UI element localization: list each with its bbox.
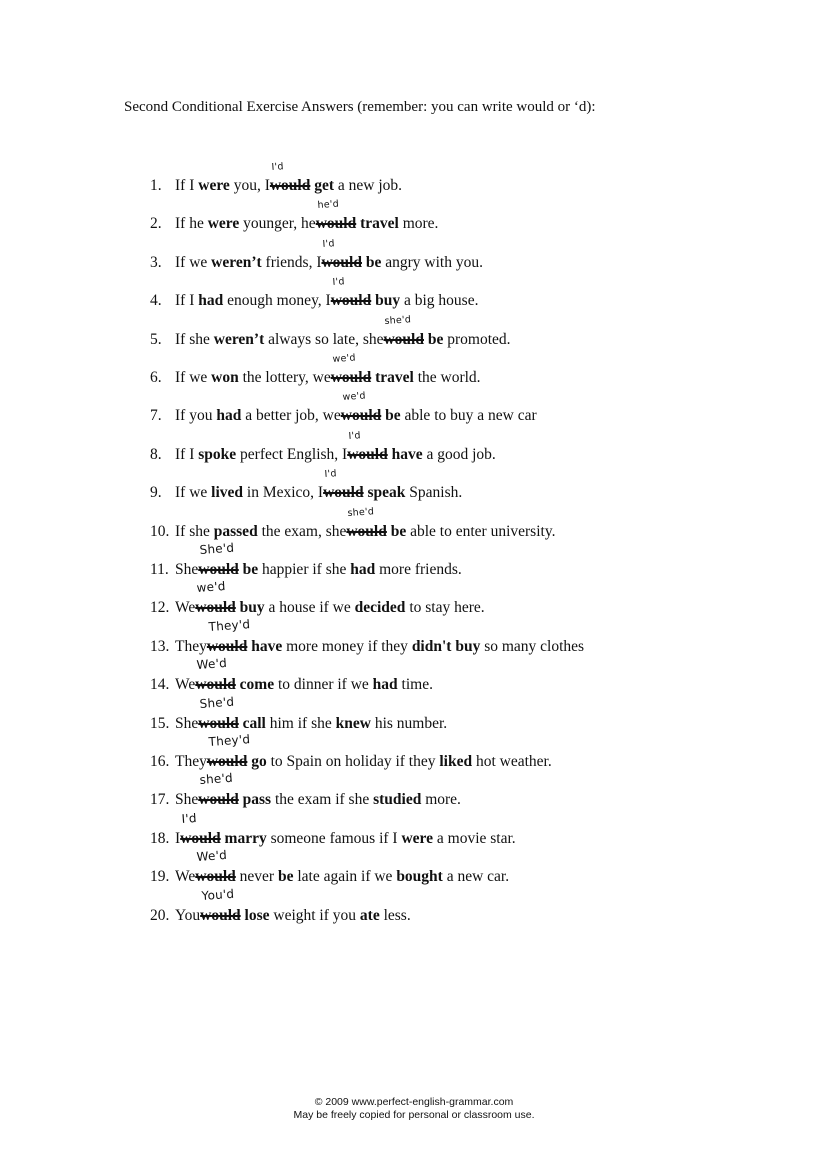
bold-verb: weren’t: [211, 253, 262, 271]
struck-word: would: [195, 676, 236, 694]
sentence-text: a better job, we: [241, 407, 341, 425]
handwritten-contraction: she'd: [199, 771, 234, 788]
answer-item: [150, 505, 556, 542]
bold-verb: speak: [363, 484, 406, 502]
answer-item: [150, 656, 433, 695]
answer-number: 9.: [150, 484, 162, 502]
bold-verb: get: [310, 177, 335, 194]
bold-verb: travel: [356, 215, 399, 233]
answer-number: 18.: [150, 829, 170, 847]
sentence-text: They: [175, 637, 207, 655]
struck-word: would: [198, 791, 239, 809]
sentence-text: If I: [175, 292, 199, 310]
sentence-text: a good job.: [422, 445, 496, 463]
answer-item: [150, 694, 448, 734]
sentence-text: You: [175, 906, 201, 924]
handwritten-contraction: We'd: [196, 848, 228, 865]
handwritten-contraction: we'd: [196, 579, 227, 596]
answer-number: 20.: [150, 906, 170, 924]
struck-word: would: [195, 868, 236, 886]
bold-verb: had: [372, 676, 398, 694]
sentence-text: him if she: [265, 714, 336, 732]
struck-would: [195, 579, 236, 618]
answer-number: 1.: [150, 177, 162, 194]
sentence-text: If she: [175, 522, 214, 540]
bold-verb: didn't buy: [411, 637, 481, 655]
answer-item: [150, 771, 461, 810]
sentence-text: If we: [175, 369, 212, 386]
answer-item: [150, 732, 552, 772]
struck-would: [195, 848, 236, 887]
bold-verb: be: [238, 561, 259, 578]
struck-word: would: [206, 753, 248, 770]
struck-would: [269, 161, 311, 196]
sentence-text: the world.: [413, 369, 481, 386]
handwritten-contraction: She'd: [199, 694, 235, 711]
sentence-text: promoted.: [443, 330, 511, 348]
bold-verb: ate: [359, 906, 380, 924]
handwritten-contraction: I'd: [331, 276, 345, 289]
bold-verb: go: [247, 753, 267, 770]
sentence-text: less.: [379, 906, 411, 924]
bold-verb: liked: [439, 753, 473, 770]
answer-item: [150, 886, 411, 926]
struck-would: [180, 810, 221, 849]
sentence-text: able to enter university.: [406, 522, 556, 540]
handwritten-contraction: she'd: [384, 313, 412, 327]
bold-verb: have: [247, 637, 283, 655]
sentence-text: a house if we: [264, 599, 355, 617]
sentence-text: you, I: [229, 177, 270, 194]
bold-verb: were: [401, 829, 434, 847]
answer-item: [150, 579, 485, 618]
sentence-text: to stay here.: [405, 599, 485, 617]
sentence-text: I: [175, 829, 181, 847]
bold-verb: buy: [371, 292, 401, 310]
sentence-text: If she: [175, 330, 214, 348]
struck-word: would: [323, 484, 364, 502]
answer-number: 10.: [150, 522, 170, 540]
sentence-text: a big house.: [400, 292, 479, 310]
sentence-text: weight if you: [269, 906, 360, 924]
sentence-text: able to buy a new car: [400, 407, 537, 425]
struck-would: [330, 352, 372, 388]
bold-verb: be: [381, 407, 401, 425]
bold-verb: be: [277, 868, 294, 886]
sentence-text: If I: [175, 445, 199, 463]
bold-verb: passed: [213, 522, 258, 540]
bold-verb: studied: [373, 791, 422, 809]
bold-verb: were: [207, 215, 240, 233]
sentence-text: angry with you.: [381, 253, 483, 271]
answer-number: 11.: [150, 561, 169, 578]
sentence-text: a new car.: [442, 868, 510, 886]
answer-number: 5.: [150, 330, 162, 348]
footer-copyright: © 2009 www.perfect-english-grammar.com: [314, 1096, 514, 1108]
answer-number: 6.: [150, 369, 162, 386]
answer-item: [150, 237, 483, 273]
handwritten-contraction: I'd: [322, 237, 336, 250]
sentence-text: enough money, I: [223, 292, 331, 310]
bold-verb: lose: [240, 906, 270, 924]
sentence-text: If we: [175, 253, 212, 271]
sentence-text: If we: [175, 484, 212, 502]
answer-item: [150, 848, 510, 887]
struck-word: would: [315, 215, 357, 233]
answer-item: [150, 352, 481, 388]
answer-item: [150, 390, 537, 426]
answer-item: [150, 810, 516, 849]
answer-number: 2.: [150, 215, 162, 233]
sentence-text: always so late, she: [264, 330, 384, 348]
bold-verb: decided: [354, 599, 406, 617]
struck-word: would: [198, 714, 239, 732]
bold-verb: come: [235, 676, 275, 694]
sentence-text: We: [175, 599, 196, 617]
struck-word: would: [330, 369, 372, 386]
bold-verb: be: [361, 253, 382, 271]
handwritten-contraction: we'd: [331, 352, 356, 365]
struck-word: would: [383, 330, 424, 348]
sentence-text: time.: [397, 676, 433, 694]
handwritten-contraction: he'd: [316, 198, 339, 212]
struck-word: would: [330, 292, 372, 310]
answer-number: 8.: [150, 445, 162, 463]
sentence-text: to dinner if we: [274, 676, 373, 694]
struck-word: would: [340, 407, 382, 425]
handwritten-contraction: I'd: [348, 429, 362, 442]
sentence-text: She: [175, 714, 199, 732]
sentence-text: Spanish.: [405, 484, 463, 502]
answer-item: [150, 616, 585, 657]
handwritten-contraction: They'd: [208, 732, 251, 749]
bold-verb: weren’t: [213, 330, 265, 348]
bold-verb: bought: [396, 868, 443, 886]
sentence-text: more money if they: [282, 637, 412, 655]
struck-would: [321, 237, 362, 273]
sentence-text: We: [175, 676, 196, 694]
bold-verb: were: [198, 177, 230, 194]
sentence-text: more friends.: [375, 561, 462, 578]
sentence-text: If you: [175, 407, 217, 425]
sentence-text: never: [235, 868, 278, 886]
struck-word: would: [200, 906, 241, 924]
answer-item: [150, 429, 496, 465]
sentence-text: a new job.: [334, 177, 403, 194]
sentence-text: late again if we: [293, 868, 397, 886]
struck-would: [206, 732, 251, 772]
answer-item: [150, 276, 479, 311]
bold-verb: spoke: [198, 445, 237, 463]
struck-would: [330, 276, 372, 311]
struck-would: [198, 771, 239, 810]
answer-item: [150, 198, 439, 234]
struck-would: [323, 468, 364, 503]
bold-verb: travel: [371, 369, 414, 386]
struck-word: would: [206, 637, 248, 655]
sentence-text: so many clothes: [480, 637, 585, 655]
struck-would: [383, 313, 424, 350]
bold-verb: buy: [235, 599, 265, 617]
bold-verb: pass: [238, 791, 272, 809]
answer-number: 13.: [150, 637, 170, 655]
sentence-text: hot weather.: [472, 753, 552, 770]
struck-word: would: [347, 445, 388, 463]
bold-verb: be: [386, 522, 407, 540]
bold-verb: be: [423, 330, 444, 348]
sentence-text: the exam, she: [257, 522, 347, 540]
answer-number: 19.: [150, 868, 170, 886]
struck-word: would: [195, 599, 236, 617]
struck-would: [206, 616, 251, 657]
sentence-text: They: [175, 753, 207, 770]
handwritten-contraction: I'd: [324, 468, 338, 481]
sentence-text: friends, I: [261, 253, 322, 271]
sentence-text: a movie star.: [433, 829, 516, 847]
answer-item: [150, 540, 462, 580]
bold-verb: won: [211, 369, 239, 386]
sentence-text: younger, he: [239, 215, 316, 233]
struck-word: would: [269, 177, 311, 194]
struck-word: would: [180, 829, 221, 847]
bold-verb: marry: [220, 829, 267, 847]
answer-number: 16.: [150, 753, 170, 770]
handwritten-contraction: we'd: [341, 390, 366, 404]
answer-item: [150, 161, 403, 196]
handwritten-contraction: She'd: [199, 540, 235, 557]
struck-would: [195, 656, 236, 695]
answer-number: 15.: [150, 714, 170, 732]
struck-word: would: [321, 253, 362, 271]
sentence-text: more.: [398, 215, 439, 233]
sentence-text: someone famous if I: [266, 829, 402, 847]
struck-would: [340, 390, 382, 426]
footer-license: May be freely copied for personal or classroom use.: [293, 1109, 535, 1121]
struck-word: would: [198, 561, 239, 578]
sentence-text: in Mexico, I: [243, 484, 324, 502]
answer-item: [150, 468, 463, 503]
sentence-text: She: [175, 561, 199, 578]
page-title: Second Conditional Exercise Answers (remember: you can write would or ‘d):: [124, 99, 596, 115]
struck-would: [315, 198, 357, 234]
handwritten-contraction: she'd: [347, 505, 375, 519]
sentence-text: If I: [175, 177, 199, 194]
struck-would: [347, 429, 388, 465]
answer-number: 12.: [150, 599, 170, 617]
sentence-text: We: [175, 868, 196, 886]
handwritten-contraction: I'd: [181, 810, 198, 826]
bold-verb: have: [387, 445, 423, 463]
answer-number: 7.: [150, 407, 162, 425]
answer-number: 14.: [150, 676, 170, 694]
handwritten-contraction: You'd: [201, 886, 235, 903]
answer-number: 17.: [150, 791, 170, 809]
bold-verb: had: [350, 561, 376, 578]
sentence-text: She: [175, 791, 199, 809]
sentence-text: his number.: [370, 714, 448, 732]
bold-verb: knew: [335, 714, 371, 732]
sentence-text: the lottery, we: [238, 369, 331, 386]
sentence-text: If he: [175, 215, 208, 233]
bold-verb: had: [198, 292, 224, 310]
sentence-text: the exam if she: [271, 791, 374, 809]
answer-number: 3.: [150, 253, 162, 271]
sentence-text: happier if she: [258, 561, 351, 578]
struck-would: [346, 505, 387, 542]
sentence-text: perfect English, I: [236, 445, 348, 463]
bold-verb: lived: [211, 484, 244, 502]
bold-verb: had: [216, 407, 242, 425]
struck-word: would: [346, 522, 387, 540]
struck-would: [198, 540, 239, 580]
bold-verb: call: [238, 714, 266, 732]
handwritten-contraction: I'd: [271, 161, 284, 173]
struck-would: [200, 886, 241, 926]
answer-number: 4.: [150, 292, 162, 310]
sentence-text: more.: [421, 791, 461, 809]
answer-item: [150, 313, 511, 350]
handwritten-contraction: We'd: [196, 656, 228, 673]
handwritten-contraction: They'd: [208, 616, 251, 634]
struck-would: [198, 694, 239, 734]
sentence-text: to Spain on holiday if they: [266, 753, 440, 770]
